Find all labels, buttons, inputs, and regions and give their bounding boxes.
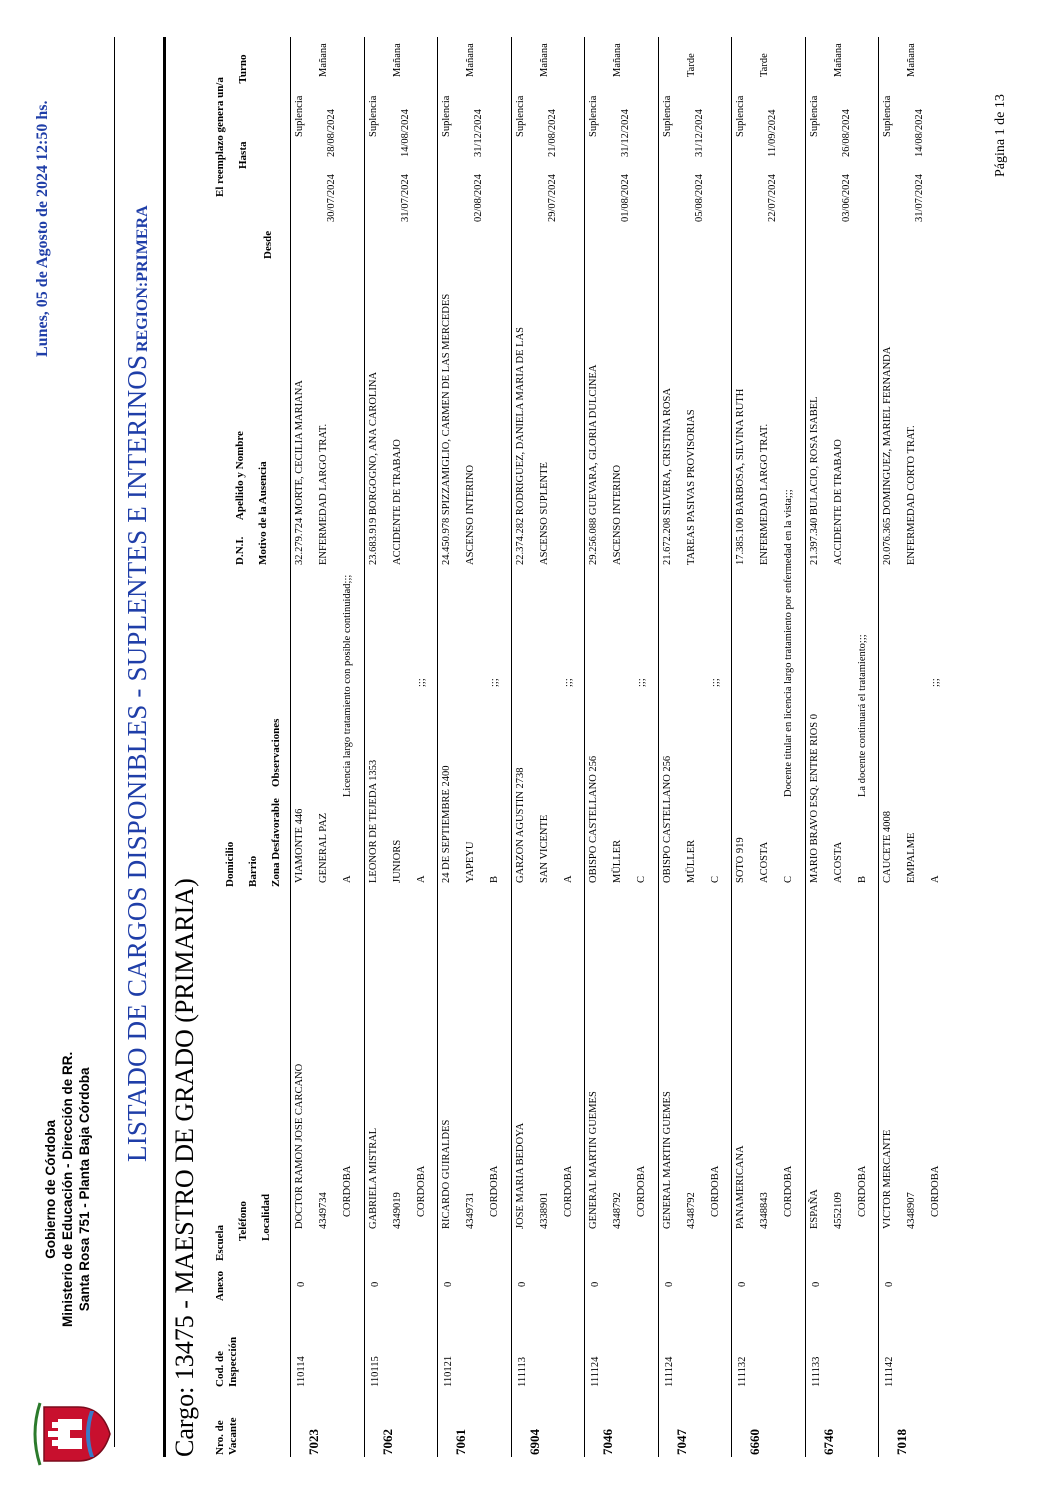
row-hasta: 31/12/2024 [693,109,705,157]
row-desde: 02/08/2024 [473,174,484,222]
row-localidad: CORDOBA [709,1165,721,1217]
row-turno: Mañana [906,43,917,77]
report-title: LISTADO DE CARGOS DISPONIBLES - SUPLENTES E INTERINOS [122,354,152,1162]
row-escuela: VICTOR MERCANTE [882,1129,893,1229]
row-domicilio: VIAMONTE 446 [294,808,305,883]
row-divider [731,37,732,1457]
row-anexo: 0 [369,1281,381,1287]
col-header-nro [214,1418,240,1455]
row-observaciones: ;;; [489,678,500,687]
row-barrio: ACOSTA [759,841,770,883]
cargo-divider [163,37,166,1457]
row-turno: Mañana [465,43,476,77]
row-observaciones: La docente continuará el tratamiento;;; [856,634,868,797]
row-escuela: GABRIELA MISTRAL [367,1127,379,1229]
row-anexo: 0 [884,1281,895,1287]
row-domicilio: OBISPO CASTELLANO 256 [588,755,599,883]
row-turno: Tarde [685,53,697,77]
col-header-motivo: Motivo de la Ausencia [257,461,269,565]
row-desde: 03/06/2024 [840,174,852,222]
row-vacante-number: 7046 [600,1429,615,1455]
row-domicilio: CAUCETE 4008 [882,810,893,883]
row-genera: Suplencia [588,95,599,137]
col-header-cod [214,1337,240,1387]
row-hasta: 11/09/2024 [767,109,778,157]
row-anexo: 0 [516,1281,528,1287]
row-motivo-ausencia: ENFERMEDAD CORTO TRAT. [906,425,917,565]
row-dni-nombre: 22.374.282 RODRIGUEZ, DANIELA MARIA DE LAS [514,327,526,565]
row-domicilio: SOTO 919 [735,837,746,883]
table-row [805,37,878,1457]
row-domicilio: 24 DE SEPTIEMBRE 2400 [441,765,452,883]
row-barrio: ACOSTA [832,841,844,883]
row-hasta: 31/12/2024 [620,109,631,157]
col-header-nro-line1: Nro. de [214,1420,226,1455]
row-escuela: GENERAL MARTIN GUEMES [588,1091,599,1229]
row-divider [658,37,659,1457]
row-domicilio: LEONOR DE TEJEDA 1353 [367,759,379,883]
row-vacante-number: 7061 [453,1429,468,1455]
table-row [290,37,363,1457]
row-turno: Mañana [832,43,844,77]
row-cod-inspeccion: 110121 [443,1355,454,1387]
row-genera: Suplencia [735,95,746,137]
row-telefono: 4349734 [318,1192,329,1229]
row-dni-nombre: 20.076.365 DOMINGUEZ, MARIEL FERNANDA [882,346,893,565]
row-zona: B [489,875,500,883]
row-motivo-ausencia: ACCIDENTE DE TRABAJO [391,439,403,565]
table-row [584,37,657,1457]
row-cod-inspeccion: 111124 [663,1356,675,1387]
row-desde: 30/07/2024 [326,174,337,222]
row-zona: A [415,875,427,883]
row-observaciones: ;;; [562,678,574,687]
row-dni-nombre: 21.672.208 SILVERA, CRISTINA ROSA [661,388,673,565]
row-vacante-number: 7023 [306,1429,321,1455]
row-motivo-ausencia: ENFERMEDAD LARGO TRAT. [318,423,329,565]
row-observaciones: ;;; [930,678,941,687]
org-line-2: Ministerio de Educación - Dirección de RR. [60,1051,75,1327]
row-desde: 22/07/2024 [767,174,778,222]
row-zona: A [342,875,353,883]
col-header-escuela-label: Escuela [214,1224,226,1261]
row-turno: Mañana [318,43,329,77]
table-row [437,37,510,1457]
row-desde: 31/07/2024 [399,174,411,222]
col-header-observaciones: Observaciones [270,718,282,787]
col-header-hasta: Hasta [237,141,249,169]
row-cod-inspeccion: 110115 [369,1356,381,1387]
row-anexo: 0 [590,1281,601,1287]
row-turno: Tarde [759,53,770,77]
row-divider [290,37,291,1457]
row-zona: C [709,875,721,883]
row-hasta: 14/08/2024 [399,109,411,157]
row-hasta: 28/08/2024 [326,109,337,157]
row-dni-nombre: 24.450.978 SPIZZAMIGLIO, CARMEN DE LAS MERCEDES [441,293,452,565]
row-barrio: YAPEYU [465,841,476,883]
row-divider [878,37,879,1457]
org-line-3: Santa Rosa 751 - Planta Baja Córdoba [77,1067,92,1312]
row-anexo: 0 [663,1281,675,1287]
row-barrio: SAN VICENTE [538,814,550,883]
page-number: Página 1 de 13 [993,94,1008,177]
row-zona: B [856,875,868,883]
row-motivo-ausencia: ACCIDENTE DE TRABAJO [832,439,844,565]
col-header-nro-line2: Vacante [227,1417,239,1455]
row-hasta: 26/08/2024 [840,109,852,157]
col-header-desde: Desde [262,230,274,259]
row-genera: Suplencia [367,95,379,137]
col-header-reemplazo [214,55,250,197]
row-genera: Suplencia [441,95,452,137]
row-barrio: EMPALME [906,832,917,883]
col-header-cod-line2: Inspección [227,1336,239,1387]
row-anexo: 0 [810,1281,822,1287]
row-cod-inspeccion: 111113 [516,1357,528,1387]
row-motivo-ausencia: ASCENSO INTERINO [612,464,623,565]
table-row [511,37,584,1457]
row-barrio: JUNIORS [391,839,403,883]
row-hasta: 14/08/2024 [914,109,925,157]
col-header-escuela [214,1194,273,1261]
row-genera: Suplencia [882,95,893,137]
row-genera: Suplencia [808,95,820,137]
row-observaciones: Docente titular en licencia largo tratamiento por enfermedad en la vista;;; [783,489,794,797]
row-cod-inspeccion: 111124 [590,1356,601,1387]
region-label: REGION:PRIMERA [134,205,151,352]
row-telefono: 4348843 [759,1192,770,1229]
row-escuela: GENERAL MARTIN GUEMES [661,1091,673,1229]
table-row [731,37,804,1457]
col-header-anexo: Anexo [214,1271,226,1301]
row-desde: 01/08/2024 [620,174,631,222]
row-localidad: CORDOBA [489,1165,500,1217]
row-localidad: CORDOBA [636,1165,647,1217]
row-cod-inspeccion: 111142 [884,1356,895,1387]
row-genera: Suplencia [514,95,526,137]
row-divider [364,37,365,1457]
col-header-dni-label: D.N.I. [234,536,246,565]
row-observaciones: Licencia largo tratamiento con posible continuidad;;; [342,574,353,797]
row-turno: Mañana [391,43,403,77]
row-dni-nombre: 29.256.088 GUEVARA, GLORIA DULCINEA [588,364,599,565]
row-genera: Suplencia [661,95,673,137]
row-motivo-ausencia: ENFERMEDAD LARGO TRAT. [759,423,770,565]
row-telefono: 4348907 [906,1192,917,1229]
row-escuela: DOCTOR RAMON JOSE CARCANO [294,1063,305,1229]
col-header-barrio: Barrio [247,855,259,887]
col-header-domicilio-label: Domicilio [224,841,236,887]
row-observaciones: ;;; [709,678,721,687]
row-cod-inspeccion: 111133 [810,1356,822,1387]
row-escuela: JOSE MARIA BEDOYA [514,1122,526,1229]
row-escuela: ESPAÑA [808,1189,820,1229]
row-motivo-ausencia: ASCENSO INTERINO [465,464,476,565]
row-dni-nombre: 17.385.100 BARBOSA, SILVINA RUTH [735,388,746,565]
row-telefono: 4552109 [832,1192,844,1229]
row-localidad: CORDOBA [856,1165,868,1217]
row-barrio: MÜLLER [685,839,697,883]
row-localidad: CORDOBA [342,1165,353,1217]
row-turno: Mañana [612,43,623,77]
row-anexo: 0 [737,1281,748,1287]
row-domicilio: MARIO BRAVO ESQ. ENTRE RIOS 0 [808,714,820,883]
row-telefono: 4348792 [612,1192,623,1229]
col-header-localidad: Localidad [260,1193,272,1241]
report-date: Lunes, 05 de Agosto de 2024 12:50 hs. [34,100,51,357]
row-anexo: 0 [443,1281,454,1287]
row-cod-inspeccion: 111132 [737,1356,748,1387]
row-telefono: 4348792 [685,1192,697,1229]
col-header-turno: Turno [237,54,249,84]
row-escuela: PANAMERICANA [735,1145,746,1229]
row-divider [584,37,585,1457]
col-header-zona: Zona Desfavorable [270,798,282,887]
row-barrio: MÜLLER [612,839,623,883]
row-telefono: 4338901 [538,1192,550,1229]
organization-header [42,1052,93,1327]
row-vacante-number: 6904 [526,1429,542,1455]
row-zona: A [562,875,574,883]
row-telefono: 4349019 [391,1192,403,1229]
row-divider [805,37,806,1457]
row-dni-nombre: 21.397.340 BULACIO, ROSA ISABEL [808,396,820,565]
col-header-telefono: Teléfono [237,1201,249,1241]
row-escuela: RICARDO GUIRALDES [441,1119,452,1229]
col-header-apellido: Apellido y Nombre [234,431,246,521]
row-domicilio: OBISPO CASTELLANO 256 [661,755,673,883]
row-observaciones: ;;; [636,678,647,687]
row-zona: A [930,875,941,883]
row-dni-nombre: 23.683.919 BORGOGNO, ANA CAROLINA [367,371,379,565]
row-anexo: 0 [296,1281,307,1287]
row-vacante-number: 6746 [820,1429,836,1455]
col-header-cod-line1: Cod. de [214,1350,226,1387]
row-divider [511,37,512,1457]
row-barrio: GENERAL PAZ [318,812,329,883]
row-desde: 31/07/2024 [914,174,925,222]
cargo-title: Cargo: 13475 - MAESTRO DE GRADO (PRIMARIA) [170,878,199,1457]
row-zona: C [783,875,794,883]
row-observaciones: ;;; [415,678,427,687]
col-header-reemplazo-label: El reemplazo genera un/a [214,77,226,197]
row-cod-inspeccion: 110114 [296,1356,307,1387]
table-row [878,37,951,1457]
row-vacante-number: 7018 [894,1429,909,1455]
row-vacante-number: 7047 [673,1429,689,1455]
top-divider [114,37,115,1447]
row-localidad: CORDOBA [783,1165,794,1217]
row-localidad: CORDOBA [562,1165,574,1217]
row-dni-nombre: 32.279.724 MORTE, CECILIA MARIANA [294,380,305,565]
row-localidad: CORDOBA [415,1165,427,1217]
row-vacante-number: 7062 [379,1429,395,1455]
row-motivo-ausencia: TAREAS PASIVAS PROVISORIAS [685,409,697,565]
row-motivo-ausencia: ASCENSO SUPLENTE [538,462,550,565]
row-divider [437,37,438,1457]
col-header-dni [234,431,270,565]
org-line-1: Gobierno de Córdoba [43,1119,58,1259]
row-zona: C [636,875,647,883]
row-hasta: 21/08/2024 [546,109,558,157]
cordoba-crest-logo [30,1401,112,1467]
col-header-domicilio [224,798,283,887]
row-telefono: 4349731 [465,1192,476,1229]
table-row [658,37,731,1457]
row-domicilio: GARZON AGUSTIN 2738 [514,767,526,883]
row-vacante-number: 6660 [747,1429,762,1455]
table-row [364,37,437,1457]
row-genera: Suplencia [294,95,305,137]
row-desde: 29/07/2024 [546,174,558,222]
row-turno: Mañana [538,43,550,77]
row-localidad: CORDOBA [930,1165,941,1217]
row-desde: 05/08/2024 [693,174,705,222]
row-hasta: 31/12/2024 [473,109,484,157]
